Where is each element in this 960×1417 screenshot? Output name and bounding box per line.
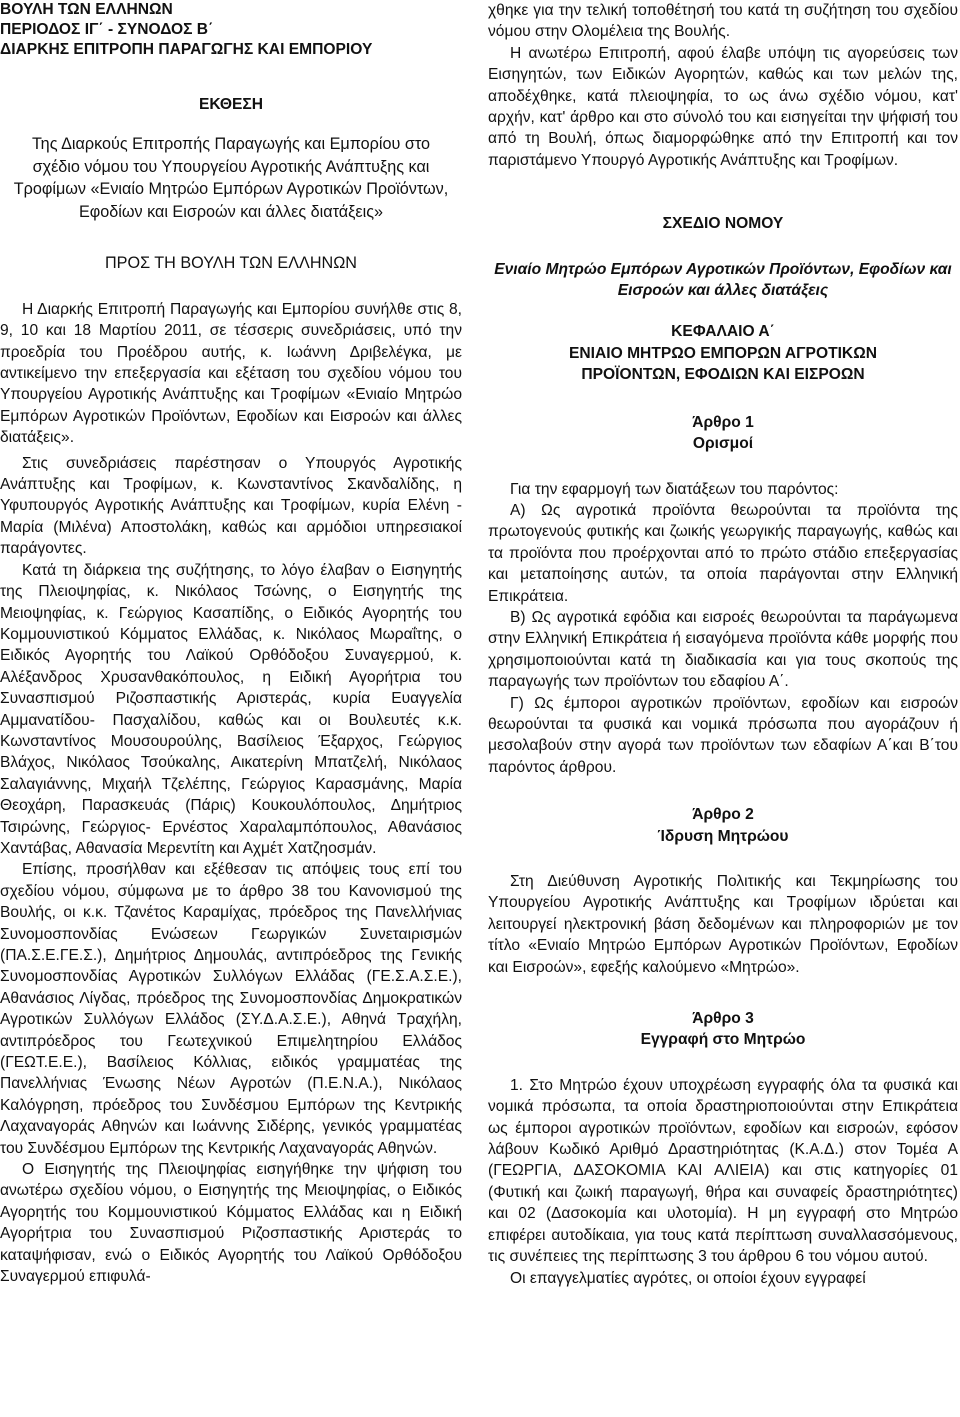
article-paragraph: Οι επαγγελματίες αγρότες, οι οποίοι έχουν εγγραφεί bbox=[510, 1269, 866, 1287]
committee-name: ΔΙΑΡΚΗΣ ΕΠΙΤΡΟΠΗ ΠΑΡΑΓΩΓΗΣ ΚΑΙ ΕΜΠΟΡΙΟΥ bbox=[0, 41, 373, 58]
session-period: ΠΕΡΙΟΔΟΣ ΙΓ΄ - ΣΥΝΟΔΟΣ Β΄ bbox=[0, 21, 214, 38]
addressee: ΠΡΟΣ ΤΗ ΒΟΥΛΗ ΤΩΝ ΕΛΛΗΝΩΝ bbox=[104, 254, 357, 273]
hearing-paragraph: Επίσης, προσήλθαν και εξέθεσαν τις απόψεις τους επί του σχεδίου νόμου, σύμφωνα με το άρθρο 38 του Κανονισμού της Βουλής, οι κ.κ. Τζανέτος Καραμίχας, πρόεδρος της Πανελλήνιας Συνομοσπονδίας Ενώσεων Γεωργικών Συνεταιρισμών (ΠΑ.Σ.Ε.ΓΕ.Σ.), Δημήτριος Δημουλάς, αντιπρόεδρος της Γενικής Συνομοσπονδίας Αγροτικών Συλλόγων Ελλάδας (ΓΕ.Σ.Α.Σ.Ε.), Αθανάσιος Λίγδας, πρόεδρος της Συνομοσπονδίας Δημοκρατικών Αγροτικών Συλλόγων Ελλάδος (ΣΥ.Δ.Α.Σ.Ε.), Αθηνά Τραχήλη, αντιπρόεδρος του Γεωτεχνικού Επιμελητηρίου Ελλάδος (ΓΕΩΤ.Ε.Ε.), Βασίλειος Κόλλιας, ειδικός γραμματέας της Πανελλήνιας Ένωσης Νέων Αγροτών (Π.Ε.Ν.Α.), Νικόλαος Καλόγρηση, πρόεδρος του Συνδέσμου Εμπόρων της Κεντρικής Λαχαναγοράς Αθηνών και Ιωάννης Σιδέρης, γενικός γραμματέας του Συνδέσμου Εμπόρων της Κεντρικής Λαχαναγοράς Αθηνών. bbox=[0, 861, 462, 1157]
chapter-number: ΚΕΦΑΛΑΙΟ Α΄ bbox=[671, 323, 775, 341]
chapter-heading bbox=[488, 321, 958, 385]
parliament-name: ΒΟΥΛΗ ΤΩΝ ΕΛΛΗΝΩΝ bbox=[0, 1, 173, 18]
document-header bbox=[0, 0, 462, 60]
continuation-paragraph: χθηκε για την τελική τοποθέτησή του κατά τη συζήτηση του σχεδίου νόμου στην Ολομέλεια της Βουλής. bbox=[488, 2, 958, 41]
committee-decision-paragraph: Η ανωτέρω Επιτροπή, αφού έλαβε υπόψη τις αγορεύσεις των Εισηγητών, των Ειδικών Αγορητών, καθώς και των μελών της, αποδέχθηκε, κατά πλειοψηφία, το ως άνω σχέδιο νόμου, κατ' αρχήν, κατ' άρθρο και στο σύνολό του και εισηγείται την ψήφισή του από τη Βουλή, όπως διαμορφώθηκε από την Επιτροπή και τον παριστάμενο Υπουργό Αγροτικής Ανάπτυξης και Τροφίμων. bbox=[488, 44, 958, 169]
article-1 bbox=[488, 412, 958, 779]
article-paragraph: Α) Ως αγροτικά προϊόντα θεωρούνται τα προϊόντα της πρωτογενούς φυτικής και ζωικής γεωργικής παραγωγής, καθώς και τα προϊόντα που προέρχονται από το πρώτο στάδιο επεξεργασίας και μεταποίησης αυτών, τα οποία παράγονται στην Ελληνική Επικράτεια. bbox=[488, 501, 958, 605]
article-paragraph: 1. Στο Μητρώο έχουν υποχρέωση εγγραφής όλα τα φυσικά και νομικά πρόσωπα, τα οποία δραστηριοποιούνται στην Επικράτεια ως έμποροι αγροτικών προϊόντων, εφοδίων και εισροών, εφόσον λάβουν Κωδικό Αριθμό Δραστηριότητας (Κ.Α.Δ.) στον Τομέα Α (ΓΕΩΡΓΙΑ, ΔΑΣΟΚΟΜΙΑ ΚΑΙ ΑΛΙΕΙΑ) και στις κατηγορίες 01 (Φυτική και ζωική παραγωγή, θήρα και συναφείς δραστηριότητες) και 02 (Δασοκομία και υλοτομία). Η μη εγγραφή στο Μητρώο επιφέρει αυτοδίκαια, για τους κατά περίπτωση συναλλασσόμενους, τις συνέπειες της περίπτωσης 3 του άρθρου 6 του νόμου αυτού. bbox=[488, 1076, 958, 1266]
report-subtitle: Της Διαρκούς Επιτροπής Παραγωγής και Εμπορίου στο σχέδιο νόμου του Υπουργείου Αγροτικής Ανάπτυξης και Τροφίμων «Ενιαίο Μητρώο Εμπόρων Αγροτικών Προϊόντων, Εφοδίων και Εισροών και άλλες διατάξεις» bbox=[13, 135, 449, 221]
report-title: ΕΚΘΕΣΗ bbox=[198, 96, 264, 113]
article-number: Άρθρο 1 bbox=[692, 413, 754, 431]
article-number: Άρθρο 2 bbox=[692, 806, 754, 824]
article-title: Ίδρυση Μητρώου bbox=[657, 827, 789, 845]
article-paragraph: Για την εφαρμογή των διατάξεων του παρόντος: bbox=[510, 480, 839, 498]
vote-paragraph: Ο Εισηγητής της Πλειοψηφίας εισηγήθηκε την ψήφιση του ανωτέρω σχεδίου νόμου, ο Εισηγητής της Μειοψηφίας, ο Ειδικός Αγορητής του Κομμουνιστικού Κόμματος Ελλάδας και η Ειδική Αγορήτρια του Συνασπισμού Ριζοσπαστικής Αριστεράς το καταψήφισαν, ενώ ο Ειδικός Αγορητής του Λαϊκού Ορθόδοξου Συναγερμού επιφυλά- bbox=[0, 1161, 462, 1286]
article-2 bbox=[488, 804, 958, 978]
article-title: Ορισμοί bbox=[692, 435, 754, 453]
article-3 bbox=[488, 1008, 958, 1289]
article-title: Εγγραφή στο Μητρώο bbox=[640, 1031, 806, 1049]
article-paragraph: Γ) Ως έμποροι αγροτικών προϊόντων, εφοδίων και εισροών θεωρούνται τα φυσικά και νομικά πρόσωπα που αγοράζουν ή μεσολαβούν στην αγορά των προϊόντων των εδαφίων Α΄και Β΄του παρόντος άρθρου. bbox=[488, 694, 958, 776]
draft-law-heading: ΣΧΕΔΙΟ ΝΟΜΟΥ bbox=[662, 215, 784, 233]
intro-paragraph: Η Διαρκής Επιτροπή Παραγωγής και Εμπορίου συνήλθε στις 8, 9, 10 και 18 Μαρτίου 2011, σε τέσσερις συνεδριάσεις, υπό την προεδρία του Προέδρου αυτής, κ. Ιωάννη Δριβελέγκα, με αντικείμενο την επεξεργασία και εξέταση του σχεδίου νόμου του Υπουργείου Αγροτικής Ανάπτυξης και Τροφίμων «Ενιαίο Μητρώο Εμπόρων Αγροτικών Προϊόντων, Εφοδίων και Εισροών και άλλες διατάξεις». bbox=[0, 300, 462, 447]
article-paragraph: Β) Ως αγροτικά εφόδια και εισροές θεωρούνται τα παράγωμενα στην Ελληνική Επικράτεια ή εισαγόμενα προϊόντα κάθε μορφής που χρησιμοποιούνται κατά τη διαδικασία και για τους σκοπούς της παραγωγής των προϊόντων του εδαφίου Α΄. bbox=[488, 608, 958, 691]
law-title: Ενιαίο Μητρώο Εμπόρων Αγροτικών Προϊόντων, Εφοδίων και Εισροών και άλλες διατάξεις bbox=[494, 260, 952, 300]
chapter-title-line-1: ΕΝΙΑΙΟ ΜΗΤΡΩΟ ΕΜΠΟΡΩΝ ΑΓΡΟΤΙΚΩΝ bbox=[569, 344, 877, 362]
chapter-title-line-2: ΠΡΟΪΟΝΤΩΝ, ΕΦΟΔΙΩΝ ΚΑΙ ΕΙΣΡΟΩΝ bbox=[581, 366, 865, 384]
article-number: Άρθρο 3 bbox=[692, 1010, 754, 1028]
article-paragraph: Στη Διεύθυνση Αγροτικής Πολιτικής και Τεκμηρίωσης του Υπουργείου Αγροτικής Ανάπτυξης και Τροφίμων ιδρύεται και λειτουργεί ηλεκτρονική βάση δεδομένων και πληροφοριών με τον τίτλο «Ενιαίο Μητρώο Εμπόρων Αγροτικών Προϊόντων, Εφοδίων και Εισροών», εφεξής καλούμενο «Μητρώο». bbox=[488, 873, 958, 976]
left-column bbox=[0, 0, 462, 1288]
speakers-paragraph: Κατά τη διάρκεια της συζήτησης, το λόγο έλαβαν ο Εισηγητής της Πλειοψηφίας, κ. Νικόλαος Τσώνης, ο Εισηγητής της Μειοψηφίας, κ. Γεώργιος Κασαπίδης, ο Ειδικός Αγορητής του Κομμουνιστικού Κόμματος Ελλάδας, κ. Νικόλαος Μωραΐτης, ο Ειδικός Αγορητής του Λαϊκού Ορθόδοξου Συναγερμού, κ. Αλέξανδρος Χρυσανθακόπουλος, η Ειδική Αγορήτρια του Συνασπισμού Ριζοσπαστικής Αριστεράς, κυρία Ευαγγελία Αμμανατίδου- Πασχαλίδου, καθώς και οι Βουλευτές κ.κ. Κωνσταντίνος Μουσουρούλης, Βασίλειος Έξαρχος, Γεώργιος Βλάχος, Νικόλαος Τσούκαλης, Αικατερίνη Μπατζελή, Νικόλαος Σαλαγιάννης, Μιχαήλ Τζελέπης, Γεώργιος Καρασμάνης, Μαρία Θεοχάρη, Παρασκευάς (Πάρις) Κουκουλόπουλος, Δημήτριος Τσιρώνης, Γεώργιος- Ερνέστος Χαραλαμπόπουλος, Αθανάσιος Χαντάβας, Αθανασία Μερεντίτη και Αχμέτ Χατζηοσμάν. bbox=[0, 561, 462, 857]
attendance-paragraph: Στις συνεδριάσεις παρέστησαν ο Υπουργός Αγροτικής Ανάπτυξης και Τροφίμων, κ. Κωνσταντίνος Σκανδαλίδης, η Υφυπουργός Αγροτικής Ανάπτυξης και Τροφίμων, κυρία Ελένη - Μαρία (Μιλένα) Αποστολάκη, καθώς και αρμόδιοι υπηρεσιακοί παράγοντες. bbox=[0, 454, 462, 558]
right-column bbox=[488, 0, 958, 1289]
